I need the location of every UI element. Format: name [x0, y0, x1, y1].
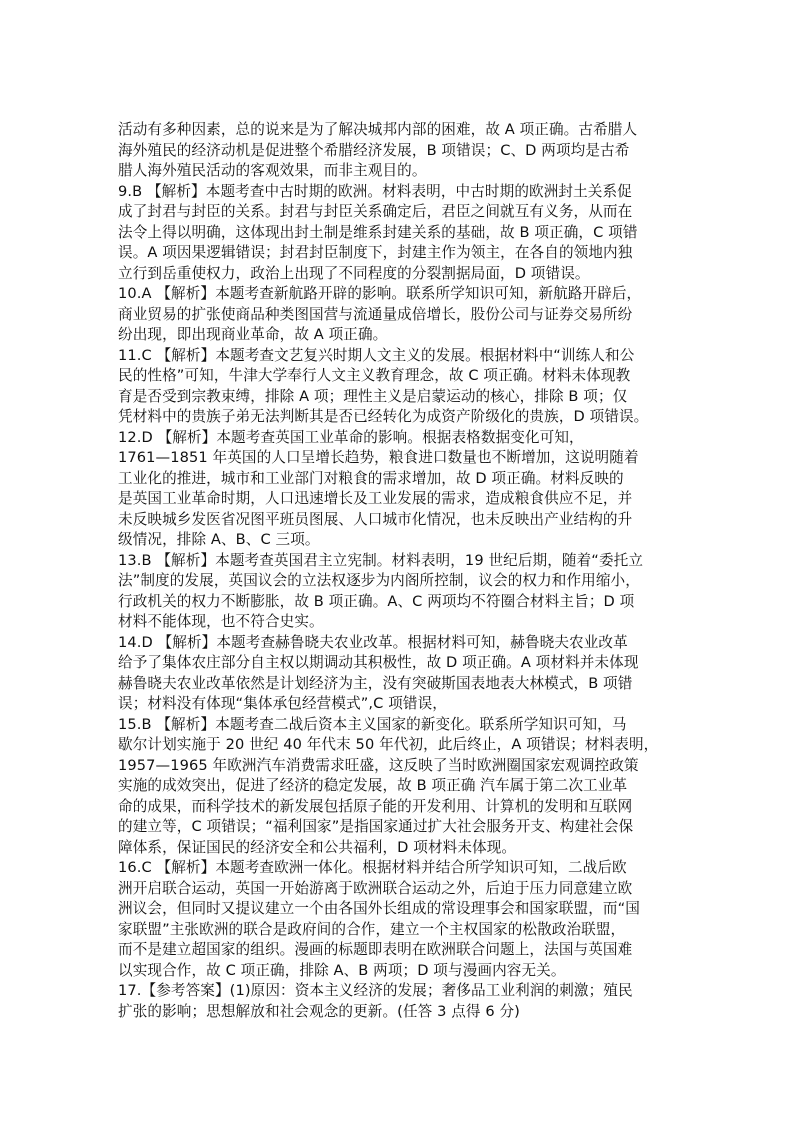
text-line: 工业化的推进，城市和工业部门对粮食的需求增加，故 D 项正确。材料反映的	[118, 469, 624, 487]
text-line: 腊人海外殖民活动的客观效果，而非主观目的。	[118, 162, 427, 179]
text-line: 15.B 【解析】本题考查二战后资本主义国家的新变化。联系所学知识可知，马	[118, 715, 627, 733]
text-line: 成了封君与封臣的关系。封君与封臣关系确定后，君臣之间就互有义务，从而在	[118, 203, 633, 220]
text-line: 法令上得以明确，这体现出封土制是维系封建关系的基础，故 B 项正确，C 项错	[118, 223, 638, 241]
text-line: 是英国工业革命时期，人口迅速增长及工业发展的需求，造成粮食供应不足，并	[118, 490, 633, 507]
text-line: 给予了集体农庄部分自主权以期调动其积极性，故 D 项正确。A 项材料并未体现	[118, 654, 639, 671]
text-line: 海外殖民的经济动机是促进整个希腊经济发展，B 项错误；C、D 两项均是古希	[118, 141, 630, 159]
text-line: 1957—1965 年欧洲汽车消费需求旺盛，这反映了当时欧洲圈国家宏观调控政策	[118, 756, 639, 774]
text-line: 的建立等，C 项错误；“福利国家”是指国家通过扩大社会服务开支、构建社会保	[118, 818, 634, 835]
text-line: 误；材料没有体现“集体承包经营模式”,C 项错误，	[118, 695, 447, 712]
text-line: 洲议会，但同时又提议建立一个由各国外长组成的常设理事会和国家联盟，而“国	[118, 900, 640, 917]
text-line: 16.C 【解析】本题考查欧洲一体化。根据材料并结合所学知识可知，二战后欧	[118, 859, 627, 876]
text-line: 以实现合作，故 C 项正确，排除 A、B 两项；D 项与漫画内容无关。	[118, 961, 566, 979]
text-line: 误。A 项因果逻辑错误；封君封臣制度下，封建主作为领主，在各自的领地内独	[118, 244, 633, 261]
answer-explanation-page	[118, 120, 674, 1022]
text-line: 商业贸易的扩张使商品种类图国营与流通量成倍增长，股份公司与证券交易所纷	[118, 305, 633, 323]
text-line: 赫鲁晓夫农业改革依然是计划经济为主，没有突破斯国表地表大林模式，B 项错	[118, 674, 633, 692]
text-line: 10.A 【解析】本题考查新航路开辟的影响。联系所学知识可知，新航路开辟后，	[118, 285, 642, 302]
text-line: 行政机关的权力不断膨胀，故 B 项正确。A、C 两项均不符圈合材料主旨；D 项	[118, 592, 635, 610]
text-line: 13.B 【解析】本题考查英国君主立宪制。材料表明，19 世纪后期，随着“委托立	[118, 551, 644, 569]
text-line: 级情况，排除 A、B、C 三项。	[118, 531, 320, 548]
text-line: 歇尔计划实施于 20 世纪 40 年代末 50 年代初，此后终止，A 项错误；材料表明，	[118, 736, 659, 753]
text-line: 12.D 【解析】本题考查英国工业革命的影响。根据表格数据变化可知，	[118, 428, 584, 446]
text-line: 而不是建立超国家的组织。漫画的标题即表明在欧洲联合问题上，法国与英国难	[118, 941, 633, 958]
text-line: 家联盟”主张欧洲的联合是政府间的合作，建立一个主权国家的松散政治联盟，	[118, 920, 626, 938]
text-line: 扩张的影响；思想解放和社会观念的更新。(任答 3 点得 6 分)	[118, 1002, 520, 1020]
text-line: 材料不能体现，也不符合史实。	[118, 613, 324, 630]
text-line: 14.D 【解析】本题考查赫鲁晓夫农业改革。根据材料可知，赫鲁晓夫农业改革	[118, 633, 628, 651]
text-line: 未反映城乡发医省况图平班员图展、人口城市化情况，也未反映出产业结构的升	[118, 510, 633, 528]
text-line: 活动有多种因素，总的说来是为了解决城邦内部的困难，故 A 项正确。古希腊人	[118, 121, 638, 138]
text-line: 纷出现，即出现商业革命，故 A 项正确。	[118, 326, 388, 343]
text-line: 命的成果，而科学技术的新发展包括原子能的开发利用、计算机的发明和互联网	[118, 797, 633, 815]
text-line: 洲开启联合运动，英国一开始游离于欧洲联合运动之外，后迫于压力同意建立欧	[118, 879, 633, 897]
text-line: 立行到岳重使权力，政治上出现了不同程度的分裂割据局面，D 项错误。	[118, 264, 590, 282]
text-line: 民的性格”可知，牛津大学奉行人文主义教育理念，故 C 项正确。材料未体现教	[118, 367, 631, 384]
text-line: 育是否受到宗教束缚，排除 A 项；理性主义是启蒙运动的核心，排除 B 项；仅	[118, 387, 628, 405]
text-line: 实施的成效突出，促进了经济的稳定发展，故 B 项正确 汽车属于第二次工业革	[118, 777, 628, 794]
text-line: 9.B 【解析】本题考查中古时期的欧洲。材料表明，中古时期的欧洲封土关系促	[118, 182, 632, 200]
text-line: 障体系，保证国民的经济安全和公共福利，D 项材料未体现。	[118, 838, 517, 856]
text-line: 法”制度的发展，英国议会的立法权逐步为内阁所控制，议会的权力和作用缩小，	[118, 572, 640, 589]
text-line: 凭材料中的贵族子弟无法判断其是否已经转化为成资产阶级化的贵族，D 项错误。	[118, 408, 649, 425]
text-line: 17.【参考答案】(1)原因：资本主义经济的发展；奢侈品工业利润的刺激；殖民	[118, 982, 633, 999]
text-line: 1761—1851 年英国的人口呈增长趋势，粮食进口数量也不断增加，这说明随着	[118, 449, 639, 466]
text-line: 11.C 【解析】本题考查文艺复兴时期人文主义的发展。根据材料中“训练人和公	[118, 346, 635, 364]
